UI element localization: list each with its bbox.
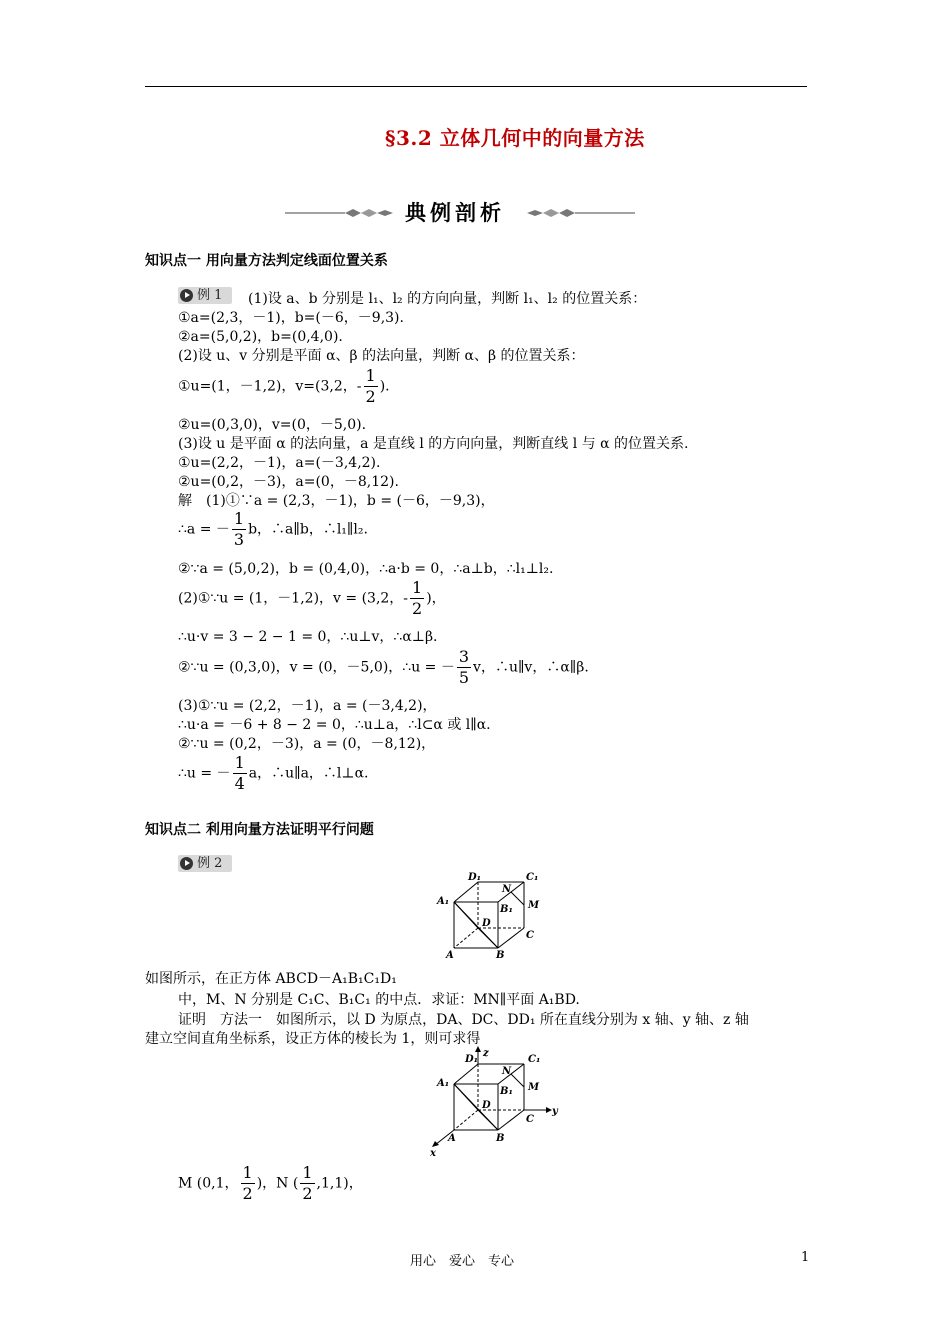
- fraction: $\frac{1}{4}$: [234, 753, 245, 793]
- example-2-badge: 例 2: [178, 855, 232, 872]
- svg-text:C₁: C₁: [528, 1054, 541, 1065]
- fraction: $\frac{1}{3}$: [233, 509, 245, 549]
- svg-text:A₁: A₁: [437, 1078, 450, 1089]
- svg-text:C: C: [526, 1114, 534, 1125]
- ex2-coordinates-mn: M (0,1， $\frac{1}{2}$ )，N ( $\frac{1}{2}$ ,1,1)，: [178, 1163, 363, 1203]
- fraction: $\frac{1}{2}$: [412, 578, 423, 618]
- svg-text:C₁: C₁: [526, 872, 539, 883]
- heading-knowledge-point-1: 知识点一 用向量方法判定线面位置关系: [145, 253, 388, 269]
- svg-text:N: N: [502, 884, 512, 895]
- ex1-solution-3: ②∵a = (5,0,2)，b = (0,4,0)，∴a·b = 0，∴a⊥b，∴l₁⊥l₂.: [178, 561, 554, 577]
- play-icon: [180, 857, 193, 870]
- svg-text:B: B: [496, 1133, 505, 1144]
- cube-figure-1: [432, 868, 552, 963]
- ex1-question-3a: ①u=(2,2，－1)，a=(－3,4,2).: [178, 455, 381, 471]
- ex1-solution-1: 解 (1)①∵a = (2,3，－1)，b = (－6，－9,3)，: [178, 493, 495, 509]
- ex1-question-3b: ②u=(0,2，－3)，a=(0，－8,12).: [178, 474, 399, 490]
- svg-text:M: M: [528, 1082, 540, 1093]
- svg-text:D: D: [482, 1100, 491, 1111]
- svg-text:C: C: [526, 930, 534, 941]
- svg-text:D₁: D₁: [468, 872, 482, 883]
- ex1-solution-2: ∴a = － $\frac{1}{3}$ b，∴a∥b，∴l₁∥l₂.: [178, 509, 368, 549]
- svg-text:D: D: [482, 918, 491, 929]
- heading-knowledge-point-2: 知识点二 利用向量方法证明平行问题: [145, 822, 374, 838]
- svg-text:A: A: [448, 1133, 456, 1144]
- fraction: $\frac{1}{2}$: [242, 1163, 253, 1203]
- ex1-question-2a: ①u=(1，－1,2)，v=(3,2，- $\frac{1}{2}$ ).: [178, 366, 390, 406]
- ex1-question-2: (2)设 u、v 分别是平面 α、β 的法向量，判断 α、β 的位置关系：: [178, 348, 585, 364]
- svg-text:B₁: B₁: [500, 904, 513, 915]
- svg-text:D₁: D₁: [465, 1054, 479, 1065]
- ex1-solution-7: (3)①∵u = (2,2，－1)，a = (－3,4,2)，: [178, 698, 437, 714]
- ex1-question-2b: ②u=(0,3,0)，v=(0，－5,0).: [178, 417, 367, 433]
- cube-figure-2: [425, 1046, 565, 1156]
- ex2-problem-line-2: 中，M、N 分别是 C₁C、B₁C₁ 的中点．求证：MN∥平面 A₁BD.: [178, 992, 580, 1008]
- ex1-solution-8: ∴u·a = －6 + 8 − 2 = 0，∴u⊥a，∴l⊂α 或 l∥α.: [178, 717, 491, 733]
- ex1-question-1: (1)设 a、b 分别是 l₁、l₂ 的方向向量，判断 l₁、l₂ 的位置关系：: [248, 291, 647, 307]
- ex1-solution-4: (2)①∵u = (1，－1,2)，v = (3,2，- $\frac{1}{2}$ )，: [178, 578, 446, 618]
- ex1-question-1a: ①a=(2,3，－1)，b=(－6，－9,3).: [178, 310, 404, 326]
- svg-text:x: x: [430, 1148, 436, 1156]
- play-icon: [180, 289, 193, 302]
- ex2-problem-line-1: 如图所示，在正方体 ABCD－A₁B₁C₁D₁: [145, 971, 397, 987]
- svg-text:y: y: [552, 1106, 558, 1117]
- ex1-solution-9: ②∵u = (0,2，－3)，a = (0，－8,12)，: [178, 736, 436, 752]
- fraction: $\frac{3}{5}$: [458, 647, 470, 687]
- ex2-proof-line-1: 证明 方法一 如图所示，以 D 为原点，DA、DC、DD₁ 所在直线分别为 x 轴、y 轴、z 轴: [178, 1012, 749, 1028]
- svg-text:B: B: [496, 950, 505, 961]
- page-title: §3.2 立体几何中的向量方法: [385, 126, 645, 150]
- fraction: $\frac{1}{2}$: [365, 366, 376, 406]
- ex1-question-3: (3)设 u 是平面 α 的法向量，a 是直线 l 的方向向量，判断直线 l 与 α 的位置关系.: [178, 436, 689, 452]
- svg-text:M: M: [528, 900, 540, 911]
- svg-text:B₁: B₁: [500, 1086, 513, 1097]
- svg-text:z: z: [483, 1048, 489, 1059]
- example-1-badge: 例 1: [178, 287, 232, 304]
- section-banner-label: 典例剖析: [405, 200, 505, 225]
- svg-text:N: N: [502, 1066, 512, 1077]
- ex1-solution-6: ②∵u = (0,3,0)，v = (0，－5,0)，∴u = － $\frac{3}{5}$ v，∴u∥v，∴α∥β.: [178, 647, 589, 687]
- fraction: $\frac{1}{2}$: [302, 1163, 313, 1203]
- svg-text:A: A: [446, 950, 454, 961]
- header-rule: [145, 86, 807, 87]
- ex1-question-1b: ②a=(5,0,2)，b=(0,4,0).: [178, 329, 343, 345]
- svg-text:A₁: A₁: [437, 896, 450, 907]
- ex2-proof-line-2: 建立空间直角坐标系，设正方体的棱长为 1，则可求得: [145, 1031, 481, 1047]
- page-footer: 用心 爱心 专心: [410, 1254, 515, 1269]
- ex1-solution-10: ∴u = － $\frac{1}{4}$ a，∴u∥a，∴l⊥α.: [178, 753, 369, 793]
- ex1-solution-5: ∴u·v = 3 − 2 − 1 = 0，∴u⊥v，∴α⊥β.: [178, 629, 438, 645]
- page-number: 1: [801, 1250, 810, 1265]
